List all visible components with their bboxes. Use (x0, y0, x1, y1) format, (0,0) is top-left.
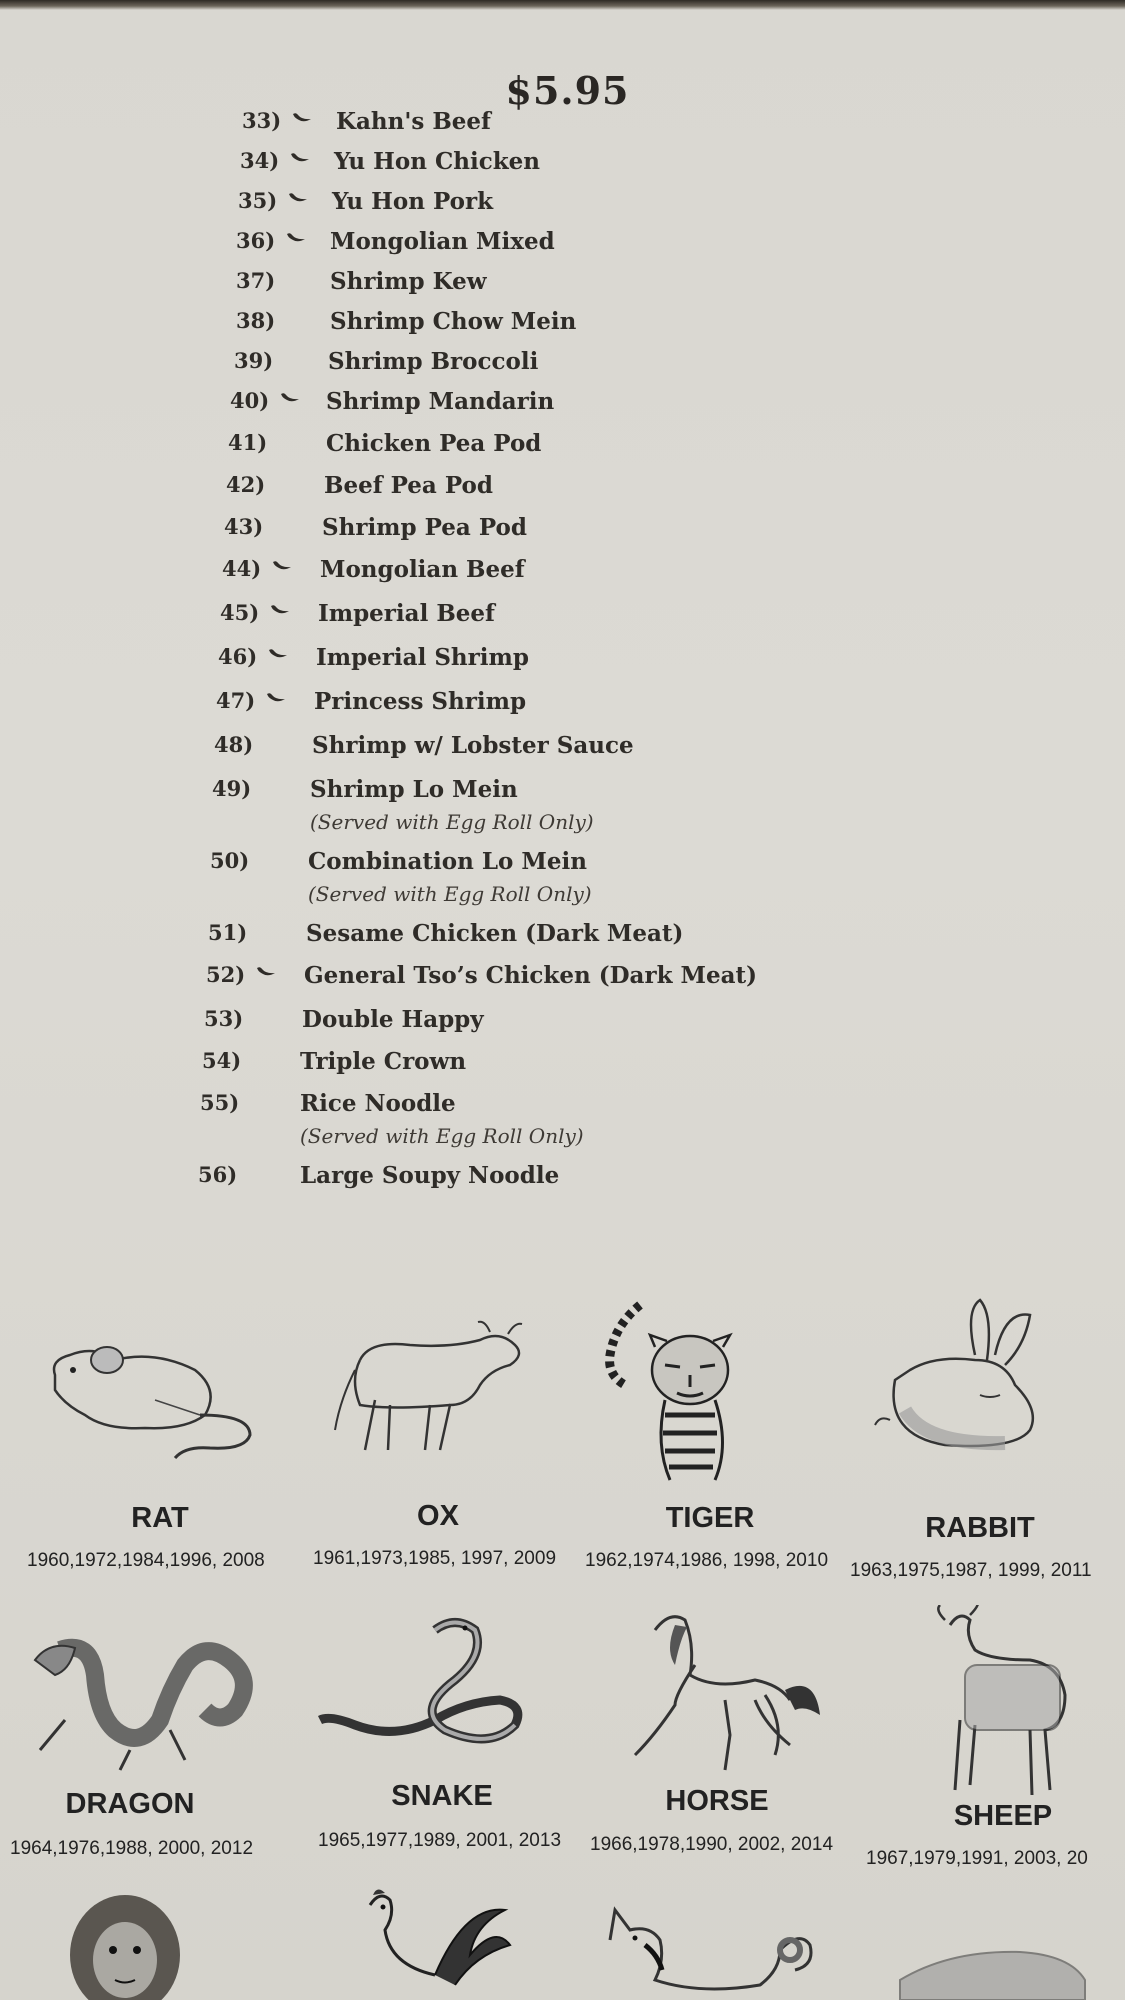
zodiac-name-snake: SNAKE (391, 1780, 493, 1812)
menu-item-number: 50) (210, 848, 250, 873)
menu-item-name: Shrimp Kew (330, 268, 487, 295)
tiger-icon (595, 1295, 775, 1495)
menu-item-number: 55) (200, 1090, 240, 1115)
menu-item-name: Shrimp Lo Mein (310, 776, 518, 803)
menu-item-number: 37) (236, 268, 276, 293)
dog-icon (600, 1890, 820, 2000)
menu-item (216, 688, 976, 722)
menu-item (224, 514, 984, 548)
zodiac-section (0, 1240, 1125, 2000)
menu-item-number: 36) (236, 228, 276, 253)
menu-item-number: 53) (204, 1006, 244, 1031)
menu-item-name: Princess Shrimp (314, 688, 527, 715)
menu-item-name: Rice Noodle (300, 1090, 456, 1117)
rabbit-icon (865, 1295, 1065, 1455)
zodiac-years-dragon: 1964,1976,1988, 2000, 2012 (10, 1838, 254, 1859)
menu-item (214, 732, 974, 766)
menu-item-name: General Tso’s Chicken (Dark Meat) (304, 962, 758, 989)
ox-icon (330, 1310, 530, 1460)
menu-item-name: Shrimp Mandarin (326, 388, 555, 415)
menu-item-name: Yu Hon Chicken (334, 148, 541, 175)
chili-pepper-icon (280, 391, 300, 403)
menu-item-number: 54) (202, 1048, 242, 1073)
menu-item-name: Yu Hon Pork (332, 188, 494, 215)
menu-item (200, 1090, 960, 1154)
menu-item (226, 472, 986, 506)
menu-item (222, 556, 982, 590)
menu-item (208, 920, 968, 954)
menu-item (230, 388, 990, 422)
menu-item-number: 56) (198, 1162, 238, 1187)
menu-item-name: Imperial Beef (318, 600, 495, 627)
menu-item-note: (Served with Egg Roll Only) (308, 882, 592, 906)
dragon-icon (20, 1620, 270, 1780)
chili-pepper-icon (290, 151, 310, 163)
menu-item-note: (Served with Egg Roll Only) (310, 810, 594, 834)
menu-item (240, 148, 1000, 182)
menu-item (198, 1162, 958, 1196)
chili-pepper-icon (268, 647, 288, 659)
menu-item (234, 348, 994, 382)
menu-item-number: 34) (240, 148, 280, 173)
menu-item-number: 35) (238, 188, 278, 213)
menu-item (220, 600, 980, 634)
menu-item (238, 188, 998, 222)
menu-item-name: Shrimp Chow Mein (330, 308, 577, 335)
menu-item-name: Shrimp w/ Lobster Sauce (312, 732, 634, 759)
menu-item-number: 40) (230, 388, 270, 413)
menu-item-number: 33) (242, 108, 282, 133)
menu-item-number: 48) (214, 732, 254, 757)
menu-item-name: Kahn's Beef (336, 108, 491, 135)
monkey-icon (55, 1885, 195, 2000)
menu-item-name: Large Soupy Noodle (300, 1162, 560, 1189)
menu-item (236, 268, 996, 302)
sheep-icon (920, 1605, 1080, 1805)
zodiac-years-sheep: 1967,1979,1991, 2003, 20 (866, 1848, 1088, 1869)
menu-item-number: 41) (228, 430, 268, 455)
menu-item (236, 308, 996, 342)
menu-item (210, 848, 970, 912)
zodiac-years-rat: 1960,1972,1984,1996, 2008 (27, 1550, 265, 1571)
zodiac-name-sheep: SHEEP (953, 1800, 1053, 1832)
menu-item-name: Imperial Shrimp (316, 644, 529, 671)
snake-icon (315, 1610, 535, 1770)
menu-item-number: 39) (234, 348, 274, 373)
menu-item (218, 644, 978, 678)
menu-item (202, 1048, 962, 1082)
zodiac-name-rabbit: RABBIT (925, 1512, 1035, 1544)
menu-item-name: Sesame Chicken (Dark Meat) (306, 920, 684, 947)
zodiac-years-horse: 1966,1978,1990, 2002, 2014 (590, 1834, 834, 1855)
menu-item-note: (Served with Egg Roll Only) (300, 1124, 584, 1148)
pig-icon (890, 1940, 1090, 2000)
chili-pepper-icon (270, 603, 290, 615)
menu-item-number: 42) (226, 472, 266, 497)
zodiac-years-rabbit: 1963,1975,1987, 1999, 2011 (850, 1560, 1092, 1581)
menu-item-number: 38) (236, 308, 276, 333)
chili-pepper-icon (266, 691, 286, 703)
chili-pepper-icon (272, 559, 292, 571)
menu-item (212, 776, 972, 840)
price-heading: $5.95 (505, 68, 630, 113)
zodiac-years-tiger: 1962,1974,1986, 1998, 2010 (585, 1550, 829, 1571)
menu-item (236, 228, 996, 262)
menu-item-name: Shrimp Pea Pod (322, 514, 527, 541)
zodiac-name-rat: RAT (131, 1502, 189, 1534)
zodiac-years-ox: 1961,1973,1985, 1997, 2009 (313, 1548, 557, 1569)
menu-item-name: Triple Crown (300, 1048, 467, 1075)
zodiac-name-ox: OX (417, 1500, 459, 1532)
zodiac-name-tiger: TIGER (665, 1502, 755, 1534)
menu-item (242, 108, 1002, 142)
menu-item-name: Beef Pea Pod (324, 472, 493, 499)
menu-item-number: 51) (208, 920, 248, 945)
menu-item-number: 44) (222, 556, 262, 581)
chili-pepper-icon (292, 111, 312, 123)
zodiac-name-horse: HORSE (665, 1785, 769, 1817)
rat-icon (35, 1320, 265, 1460)
chili-pepper-icon (256, 965, 276, 977)
menu-item-number: 52) (206, 962, 246, 987)
menu-item-number: 46) (218, 644, 258, 669)
menu-item-name: Mongolian Beef (320, 556, 525, 583)
menu-item-name: Chicken Pea Pod (326, 430, 542, 457)
menu-item (204, 1006, 964, 1040)
menu-item (228, 430, 988, 464)
rooster-icon (345, 1885, 515, 2000)
menu-item-number: 45) (220, 600, 260, 625)
menu-item-name: Double Happy (302, 1006, 484, 1033)
menu-item-number: 43) (224, 514, 264, 539)
zodiac-name-dragon: DRAGON (65, 1788, 195, 1820)
menu-item-name: Mongolian Mixed (330, 228, 555, 255)
menu-item-name: Combination Lo Mein (308, 848, 587, 875)
menu-item (206, 962, 966, 996)
menu-item-number: 49) (212, 776, 252, 801)
chili-pepper-icon (288, 191, 308, 203)
horse-icon (615, 1605, 825, 1785)
zodiac-years-snake: 1965,1977,1989, 2001, 2013 (318, 1830, 562, 1851)
menu-item-name: Shrimp Broccoli (328, 348, 539, 375)
chili-pepper-icon (286, 231, 306, 243)
menu-item-number: 47) (216, 688, 256, 713)
